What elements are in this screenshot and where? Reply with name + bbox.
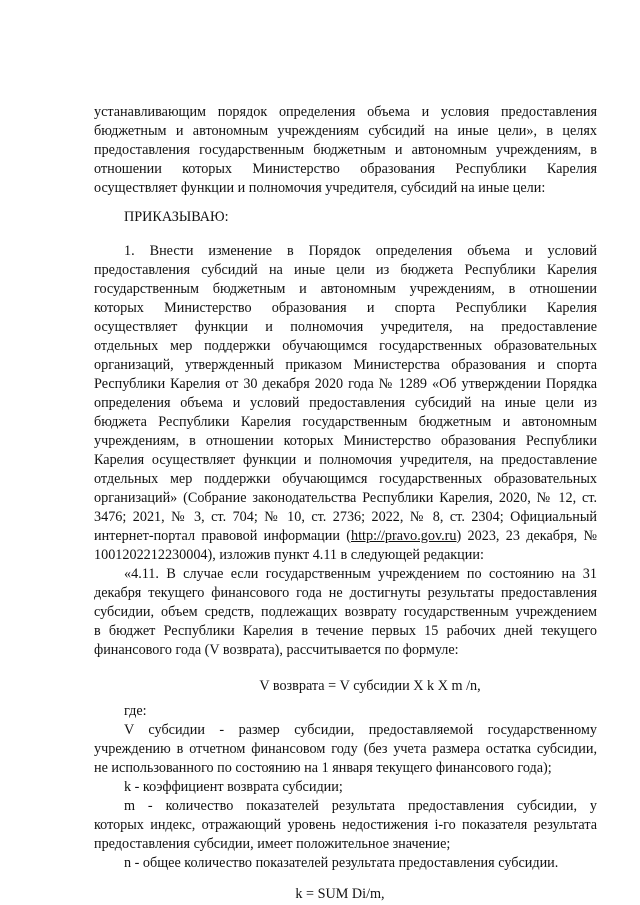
formula-coefficient: k = SUM Di/m, bbox=[295, 886, 385, 902]
item1-line: отдельных мер поддержки обучающимся государственных образовательных bbox=[94, 338, 597, 354]
definition-line: которых индекс, отражающий уровень недостижения i-го показателя результата bbox=[94, 817, 597, 833]
item1-line: определения объема и условий предоставления субсидий на иные цели из bbox=[94, 395, 597, 411]
definition-line: n - общее количество показателей результата предоставления субсидии. bbox=[124, 855, 559, 871]
definition-line: m - количество показателей результата предоставления субсидии, у bbox=[124, 798, 597, 814]
clause-line: в бюджет Республики Карелия в течение первых 15 рабочих дней текущего bbox=[94, 623, 597, 639]
intro-line: устанавливающим порядок определения объема и условия предоставления bbox=[94, 104, 597, 120]
formula-return: V возврата = V субсидии X k X m /n, bbox=[259, 678, 481, 694]
clause-line: декабря текущего финансового года не достигнуты результаты предоставления bbox=[94, 585, 597, 601]
clause-line: «4.11. В случае если государственным учреждением по состоянию на 31 bbox=[124, 566, 597, 582]
item1-line: Карелия осуществляет функции и полномочия учредителя, на предоставление bbox=[94, 452, 597, 468]
clause-line: субсидии, объем средств, подлежащих возврату государственным учреждением bbox=[94, 604, 597, 620]
item1-line: Республики Карелия от 30 декабря 2020 года № 1289 «Об утверждении Порядка bbox=[94, 376, 597, 392]
item1-line: 1. Внести изменение в Порядок определения объема и условий bbox=[124, 243, 597, 259]
item1-line: осуществляет функции и полномочия учредителя, на предоставление bbox=[94, 319, 597, 335]
clause-line: финансового года (V возврата), рассчитывается по формуле: bbox=[94, 642, 459, 658]
item1-line: отдельных мер поддержки обучающимся государственных образовательных bbox=[94, 471, 597, 487]
intro-line: осуществляет функции и полномочия учредителя, субсидий на иные цели: bbox=[94, 180, 546, 196]
portal-text: ) 2023, 23 декабря, № bbox=[456, 528, 597, 544]
definition-line: учреждению в отчетном финансовом году (без учета размера остатка субсидии, bbox=[94, 741, 597, 757]
item1-line: организаций» (Собрание законодательства Республики Карелия, 2020, № 12, ст. bbox=[94, 490, 597, 506]
intro-line: отношении которых Министерство образования Республики Карелия bbox=[94, 161, 597, 177]
intro-line: предоставления государственным бюджетным и автономным учреждениям, в bbox=[94, 142, 597, 158]
pravo-link[interactable]: http://pravo.gov.ru bbox=[351, 528, 457, 544]
definition-line: V субсидии - размер субсидии, предоставляемой государственному bbox=[124, 722, 597, 738]
item1-line: учреждениям, в отношении которых Министерство образования Республики bbox=[94, 433, 597, 449]
item1-line: 1001202212230004), изложив пункт 4.11 в следующей редакции: bbox=[94, 547, 484, 563]
item1-line: государственным бюджетным и автономным учреждениям, в отношении bbox=[94, 281, 597, 297]
definition-line: k - коэффициент возврата субсидии; bbox=[124, 779, 343, 795]
portal-text: интернет-портал правовой информации ( bbox=[94, 528, 352, 544]
item1-line: которых Министерство образования и спорта Республики Карелия bbox=[94, 300, 597, 316]
definition-line: не использованного по состоянию на 1 января текущего финансового года); bbox=[94, 760, 552, 776]
item1-line: 3476; 2021, № 3, ст. 704; № 10, ст. 2736; 2022, № 8, ст. 2304; Официальный bbox=[94, 509, 597, 525]
item1-line: бюджета Республики Карелия государственным бюджетным и автономным bbox=[94, 414, 597, 430]
where-label: где: bbox=[124, 703, 147, 719]
intro-line: бюджетным и автономным учреждениям субсидий на иные цели», в целях bbox=[94, 123, 597, 139]
portal-line bbox=[94, 527, 597, 545]
definition-line: предоставления субсидии, имеет положительное значение; bbox=[94, 836, 451, 852]
order-heading: ПРИКАЗЫВАЮ: bbox=[124, 209, 229, 225]
item1-line: организаций, утвержденный приказом Министерства образования и спорта bbox=[94, 357, 597, 373]
item1-line: предоставления субсидий на иные цели из бюджета Республики Карелия bbox=[94, 262, 597, 278]
